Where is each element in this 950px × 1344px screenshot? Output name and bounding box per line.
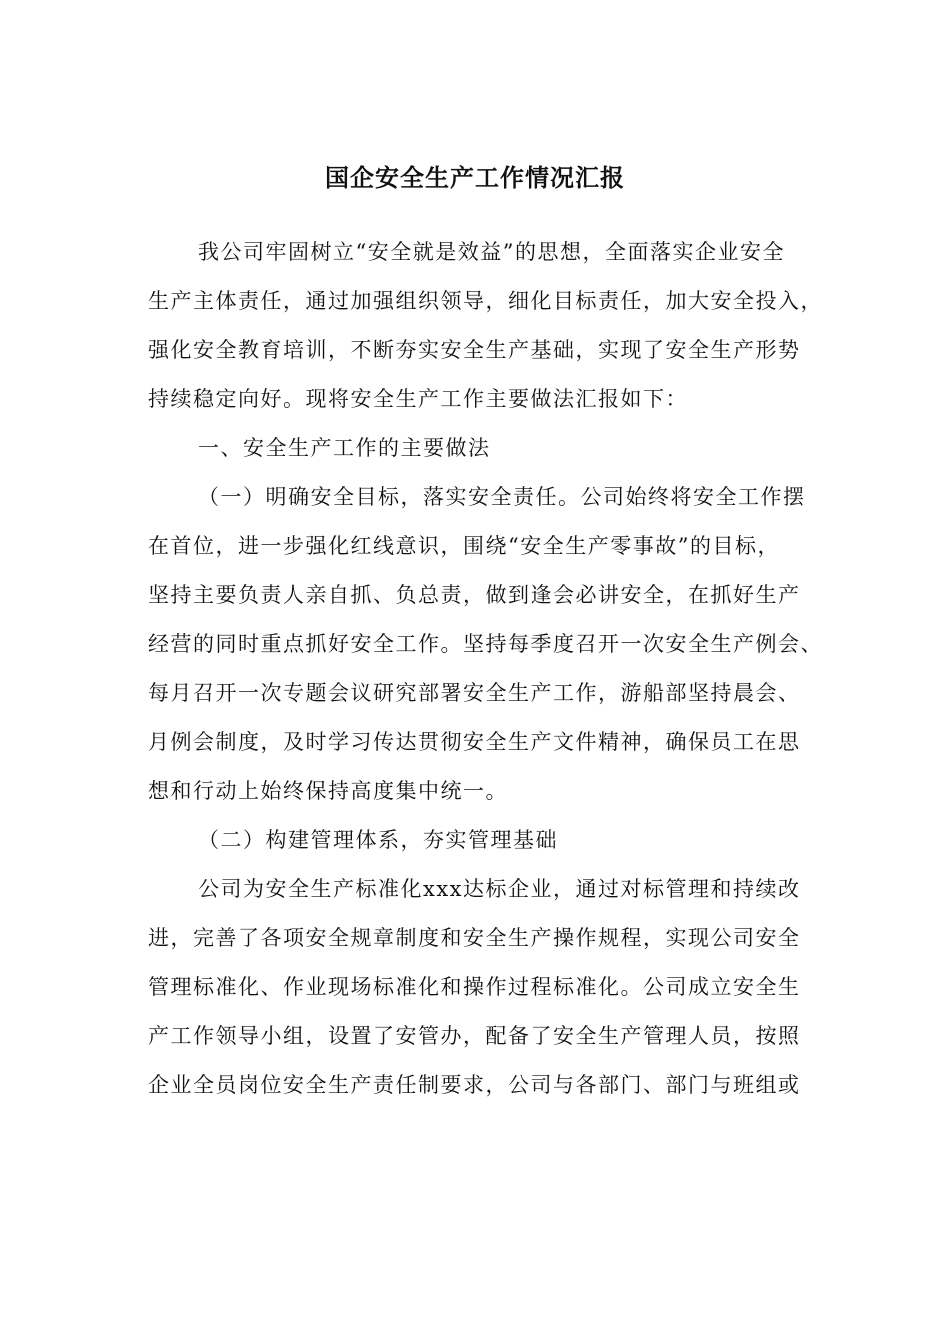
text-line: 产工作领导小组，设置了安管办，配备了安全生产管理人员，按照 xyxy=(148,1024,801,1048)
text-line: 经营的同时重点抓好安全工作。坚持每季度召开一次安全生产例会、 xyxy=(148,632,823,656)
text-line: 月例会制度，及时学习传达贯彻安全生产文件精神，确保员工在思 xyxy=(148,730,801,754)
text-line: 管理标准化、作业现场标准化和操作过程标准化。公司成立安全生 xyxy=(148,975,801,999)
text-line: 公司为安全生产标准化xxx达标企业，通过对标管理和持续改 xyxy=(198,877,801,901)
text-line: 持续稳定向好。现将安全生产工作主要做法汇报如下： xyxy=(148,387,688,411)
text-line: 进，完善了各项安全规章制度和安全生产操作规程，实现公司安全 xyxy=(148,926,801,950)
text-line: 每月召开一次专题会议研究部署安全生产工作，游船部坚持晨会、 xyxy=(148,681,801,705)
text-line: 我公司牢固树立“安全就是效益”的思想，全面落实企业安全 xyxy=(198,240,785,264)
text-line: 生产主体责任，通过加强组织领导，细化目标责任，加大安全投入， xyxy=(148,289,823,313)
document-body xyxy=(148,228,823,1110)
text-line: （二）构建管理体系，夯实管理基础 xyxy=(198,828,558,852)
text-line: 在首位，进一步强化红线意识，围绕“安全生产零事故”的目标， xyxy=(148,534,780,558)
text-line: （一）明确安全目标，落实安全责任。公司始终将安全工作摆 xyxy=(198,485,806,509)
text-line: 一、安全生产工作的主要做法 xyxy=(198,436,491,460)
document-title: 国企安全生产工作情况汇报 xyxy=(325,164,625,192)
text-line: 企业全员岗位安全生产责任制要求，公司与各部门、部门与班组或 xyxy=(148,1073,801,1097)
text-line: 强化安全教育培训，不断夯实安全生产基础，实现了安全生产形势 xyxy=(148,338,801,362)
text-line: 坚持主要负责人亲自抓、负总责，做到逢会必讲安全，在抓好生产 xyxy=(148,583,801,607)
text-line: 想和行动上始终保持高度集中统一。 xyxy=(148,779,508,803)
